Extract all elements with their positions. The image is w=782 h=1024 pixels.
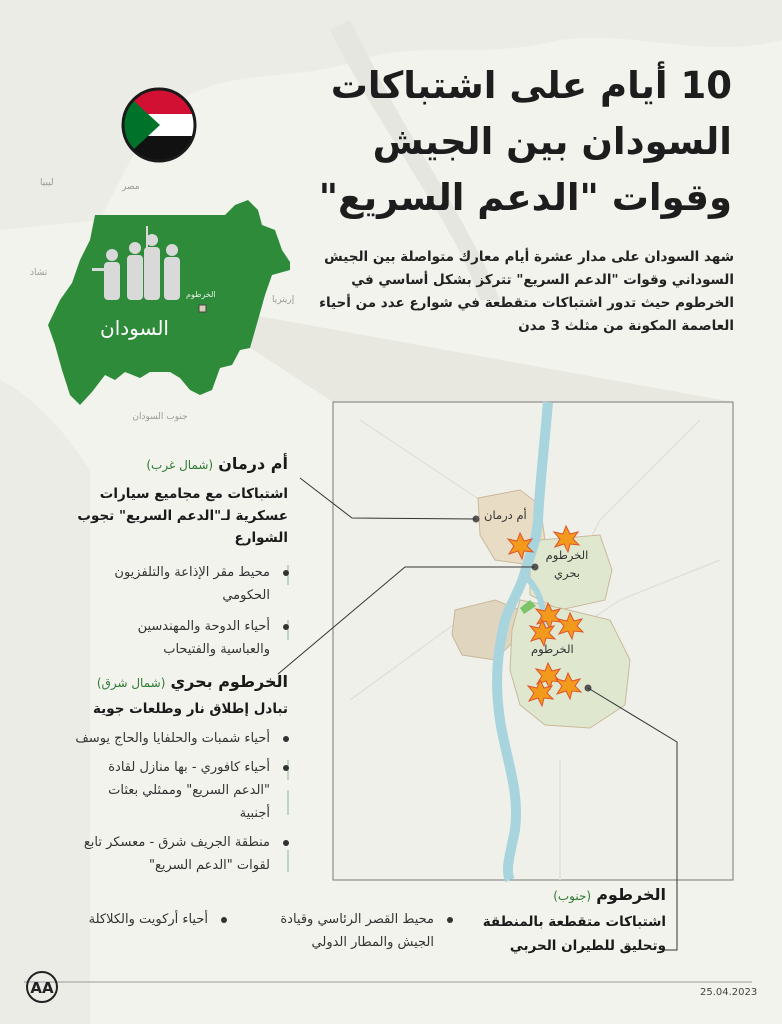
section-bahri-subtitle: تبادل إطلاق نار وطلعات جوية xyxy=(93,701,288,717)
section-omdurman-title: أم درمان xyxy=(218,454,288,473)
intro-paragraph: شهد السودان على مدار عشرة أيام معارك متواصلة بين الجيش السوداني وقوات "الدعم السريع" تتركز بشكل أساسي في الخرطوم حيث تدور اشتباكات متقطعة في شوارع عدد من أحياء العاصمة المكونة من مثلث 3 مدن xyxy=(319,249,734,334)
list-item xyxy=(98,561,288,607)
section-omdurman xyxy=(28,454,288,661)
list-item xyxy=(78,756,288,825)
bullet-text: محيط القصر الرئاسي وقيادة الجيش والمطار الدولي xyxy=(280,912,434,950)
section-khartoum-direction: (جنوب) xyxy=(553,889,592,903)
label-south-sudan: جنوب السودان xyxy=(132,412,188,422)
list-item xyxy=(78,831,288,877)
section-bahri xyxy=(18,672,288,877)
list-item xyxy=(38,727,288,750)
section-omdurman-direction: (شمال غرب) xyxy=(146,458,214,472)
list-item xyxy=(272,908,452,954)
footer-date: 25.04.2023 xyxy=(700,987,758,998)
bullet-text: أحياء كافوري - بها منازل لقادة "الدعم السريع" وممثلي بعثات أجنبية xyxy=(108,760,270,821)
section-omdurman-header xyxy=(28,454,288,473)
bullet-text: أحياء الدوحة والمهندسين والعباسية والفتيحاب xyxy=(137,619,270,657)
country-label: السودان xyxy=(100,316,169,340)
capital-marker xyxy=(199,305,206,312)
bullet-text: منطقة الجريف شرق - معسكر تابع لقوات "الدعم السريع" xyxy=(83,835,270,873)
map-label-omdurman: أم درمان xyxy=(484,508,527,522)
label-libya: ليبيا xyxy=(40,178,54,188)
section-bahri-title: الخرطوم بحري xyxy=(170,672,288,691)
bullet-text: أحياء أركويت والكلاكلة xyxy=(88,912,208,927)
sudan-flag-icon xyxy=(120,88,200,162)
logo-text: AA xyxy=(30,979,54,997)
sudan-map-shape xyxy=(48,200,290,405)
label-chad: تشاد xyxy=(30,268,48,278)
label-egypt: مصر xyxy=(122,182,140,192)
label-eritrea: إريتريا xyxy=(272,295,295,305)
capital-label: الخرطوم xyxy=(186,290,216,299)
bullet-text: محيط مقر الإذاعة والتلفزيون الحكومي xyxy=(114,565,270,603)
list-item xyxy=(56,908,226,931)
section-khartoum-header xyxy=(466,885,666,904)
section-khartoum-title: الخرطوم xyxy=(596,885,666,904)
section-khartoum xyxy=(466,885,666,958)
map-label-khartoum: الخرطوم xyxy=(531,642,574,656)
bullet-text: أحياء شمبات والحلفايا والحاج يوسف xyxy=(75,731,270,746)
section-khartoum-subtitle: اشتباكات متقطعة بالمنطقة وتحليق للطيران الحربي xyxy=(482,914,666,954)
section-bahri-direction: (شمال شرق) xyxy=(96,676,166,690)
section-omdurman-subtitle: اشتباكات مع مجاميع سيارات عسكرية لـ"الدعم السريع" تجوب الشوارع xyxy=(77,486,288,546)
section-bahri-header xyxy=(18,672,288,691)
list-item xyxy=(98,615,288,661)
page-title: 10 أيام على اشتباكات السودان بين الجيش وقوات "الدعم السريع" xyxy=(318,64,732,219)
map-label-bahri: الخرطوم بحري xyxy=(545,548,589,580)
